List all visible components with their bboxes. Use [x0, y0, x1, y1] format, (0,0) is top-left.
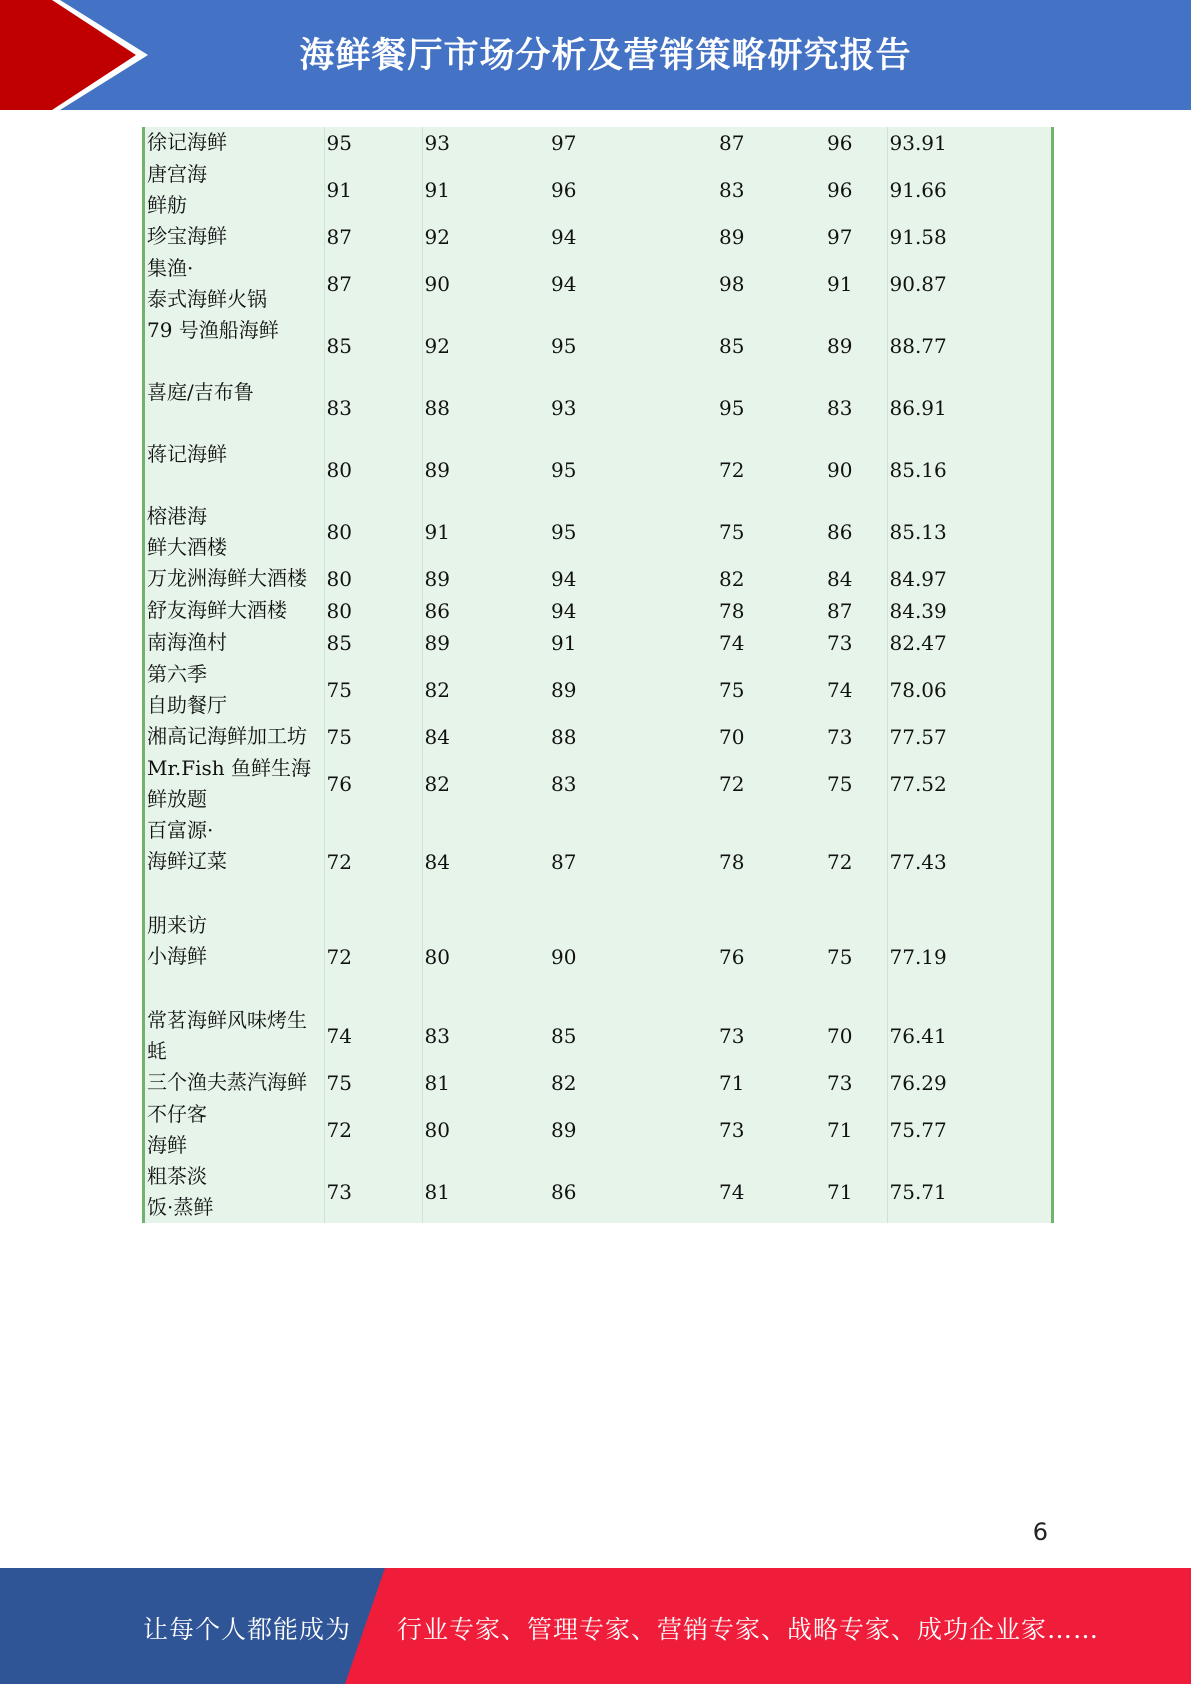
score-cell-3: 86: [551, 1179, 577, 1204]
score-cell-1: 76: [324, 753, 422, 815]
restaurant-name-line: 蒋记海鲜: [147, 442, 227, 466]
score-cell-2: 92: [422, 315, 547, 377]
score-cell-2: 82: [422, 659, 547, 721]
table-row: [145, 659, 1051, 721]
restaurant-name-line: 粗茶淡: [147, 1164, 207, 1188]
page-header: [0, 0, 1191, 110]
score-cell-3: 96: [551, 177, 577, 202]
page-footer: [0, 1568, 1191, 1684]
score-cell-5: 84: [827, 566, 853, 591]
restaurant-name-cell: [145, 1161, 324, 1223]
score-cell-1: 75: [324, 721, 422, 753]
score-cell-2: 86: [422, 595, 547, 627]
table-row: [145, 377, 1051, 439]
restaurant-score-table: [145, 127, 1051, 1223]
restaurant-name-line: 唐宫海: [147, 162, 207, 186]
restaurant-name-line: 南海渔村: [147, 630, 227, 654]
restaurant-name-cell: [145, 127, 324, 159]
score-cell-2: 82: [422, 753, 547, 815]
restaurant-name-cell: [145, 721, 324, 753]
restaurant-name-cell: [145, 253, 324, 315]
score-cell-4: 78: [719, 598, 745, 623]
score-cell-3: 97: [551, 130, 577, 155]
total-score-cell: 75.77: [887, 1099, 1051, 1161]
score-cell-4: 75: [719, 677, 745, 702]
score-cell-2: 93: [422, 127, 547, 159]
total-score-cell: 82.47: [887, 627, 1051, 659]
score-cell-1: 72: [324, 910, 422, 1005]
table-row: [145, 627, 1051, 659]
restaurant-name-line: 79 号渔船海鲜: [147, 318, 279, 342]
score-cell-1: 83: [324, 377, 422, 439]
restaurant-name-line: 饭·蒸鲜: [147, 1195, 214, 1219]
score-cell-4: 82: [719, 566, 745, 591]
restaurant-name-cell: [145, 501, 324, 563]
score-cell-2: 80: [422, 1099, 547, 1161]
score-cell-1: 72: [324, 1099, 422, 1161]
score-cell-5: 75: [827, 945, 853, 969]
table-row: [145, 159, 1051, 221]
total-score-cell: 75.71: [887, 1161, 1051, 1223]
table-row: [145, 815, 1051, 910]
score-cell-3: 87: [551, 850, 577, 874]
restaurant-name-line: Mr.Fish 鱼鲜生海: [147, 756, 311, 780]
restaurant-name-line: 湘高记海鲜加工坊: [147, 724, 307, 748]
table-row: [145, 1067, 1051, 1099]
restaurant-name-line: 泰式海鲜火锅: [147, 287, 267, 311]
restaurant-name-cell: [145, 377, 324, 439]
score-cell-4: 87: [719, 130, 745, 155]
score-cell-1: 74: [324, 1005, 422, 1067]
table-row: [145, 563, 1051, 595]
score-cell-5: 86: [827, 519, 853, 544]
score-cell-1: 80: [324, 563, 422, 595]
table-row: [145, 721, 1051, 753]
score-cell-1: 80: [324, 501, 422, 563]
score-cell-2: 91: [422, 159, 547, 221]
table-row: [145, 315, 1051, 377]
score-cell-5: 91: [827, 271, 853, 296]
score-cell-5: 97: [827, 224, 853, 249]
score-cell-2: 89: [422, 627, 547, 659]
total-score-cell: 93.91: [887, 127, 1051, 159]
score-cell-5: 96: [827, 177, 853, 202]
restaurant-name-cell: [145, 1067, 324, 1099]
score-cell-1: 87: [324, 253, 422, 315]
table-row: [145, 1005, 1051, 1067]
restaurant-name-line: 海鲜: [147, 1133, 187, 1157]
score-cell-4: 72: [719, 457, 745, 482]
table-row: [145, 501, 1051, 563]
score-cell-1: 72: [324, 815, 422, 910]
score-cell-4: 74: [719, 630, 745, 655]
table-row: [145, 910, 1051, 1005]
restaurant-name-cell: [145, 563, 324, 595]
table-row: [145, 221, 1051, 253]
score-cell-2: 88: [422, 377, 547, 439]
score-cell-3: 91: [551, 630, 577, 655]
restaurant-name-line: 鲜舫: [147, 193, 187, 217]
restaurant-name-cell: [145, 159, 324, 221]
score-cell-3: 95: [551, 457, 577, 482]
total-score-cell: 85.16: [887, 439, 1051, 501]
table-row: [145, 439, 1051, 501]
total-score-cell: 84.39: [887, 595, 1051, 627]
score-cell-4: 95: [719, 395, 745, 420]
total-score-cell: 78.06: [887, 659, 1051, 721]
score-cell-3: 95: [551, 519, 577, 544]
score-cell-1: 80: [324, 595, 422, 627]
score-cell-3: 89: [551, 677, 577, 702]
score-cell-3: 89: [551, 1117, 577, 1142]
restaurant-name-line: 百富源·: [147, 818, 214, 842]
total-score-cell: 77.19: [887, 910, 1051, 1005]
score-cell-4: 78: [719, 850, 745, 874]
restaurant-name-line: 小海鲜: [147, 944, 207, 968]
score-cell-5: 71: [827, 1117, 853, 1142]
restaurant-name-line: 集渔·: [147, 256, 194, 280]
restaurant-name-line: 鲜放题: [147, 787, 207, 811]
score-cell-2: 90: [422, 253, 547, 315]
score-cell-1: 91: [324, 159, 422, 221]
score-cell-5: 73: [827, 724, 853, 749]
score-cell-4: 73: [719, 1117, 745, 1142]
restaurant-name-cell: [145, 315, 324, 377]
score-cell-3: 85: [551, 1023, 577, 1048]
score-cell-5: 89: [827, 333, 853, 358]
score-cell-5: 96: [827, 130, 853, 155]
total-score-cell: 90.87: [887, 253, 1051, 315]
score-cell-1: 80: [324, 439, 422, 501]
restaurant-name-cell: [145, 221, 324, 253]
restaurant-name-line: 不仔客: [147, 1102, 207, 1126]
restaurant-name-cell: [145, 815, 324, 910]
score-cell-4: 83: [719, 177, 745, 202]
total-score-cell: 91.58: [887, 221, 1051, 253]
total-score-cell: 77.43: [887, 815, 1051, 910]
table-row: [145, 1161, 1051, 1223]
score-cell-1: 75: [324, 1067, 422, 1099]
footer-slogan-left: 让每个人都能成为: [143, 1615, 352, 1644]
score-cell-3: 88: [551, 724, 577, 749]
score-cell-4: 89: [719, 224, 745, 249]
score-cell-1: 85: [324, 315, 422, 377]
score-cell-2: 92: [422, 221, 547, 253]
score-cell-4: 71: [719, 1070, 745, 1095]
restaurant-name-cell: [145, 910, 324, 1005]
score-cell-4: 76: [719, 945, 745, 969]
score-cell-2: 84: [422, 815, 547, 910]
score-cell-2: 83: [422, 1005, 547, 1067]
score-cell-5: 83: [827, 395, 853, 420]
score-cell-4: 74: [719, 1179, 745, 1204]
score-cell-5: 72: [827, 850, 853, 874]
score-cell-5: 73: [827, 1070, 853, 1095]
restaurant-name-cell: [145, 1005, 324, 1067]
score-cell-3: 94: [551, 566, 577, 591]
score-cell-4: 85: [719, 333, 745, 358]
total-score-cell: 76.29: [887, 1067, 1051, 1099]
total-score-cell: 77.57: [887, 721, 1051, 753]
score-cell-4: 70: [719, 724, 745, 749]
score-cell-3: 90: [551, 945, 577, 969]
score-cell-4: 98: [719, 271, 745, 296]
score-cell-4: 72: [719, 771, 745, 796]
footer-slogan-right: 行业专家、管理专家、营销专家、战略专家、成功企业家……: [397, 1615, 1100, 1644]
score-cell-4: 73: [719, 1023, 745, 1048]
table-row: [145, 595, 1051, 627]
score-table-container: [142, 127, 1054, 1223]
total-score-cell: 85.13: [887, 501, 1051, 563]
restaurant-name-line: 自助餐厅: [147, 693, 227, 717]
page-number: 6: [1032, 1518, 1048, 1546]
score-cell-2: 84: [422, 721, 547, 753]
restaurant-name-line: 万龙洲海鲜大酒楼: [147, 566, 307, 590]
score-cell-2: 89: [422, 439, 547, 501]
score-cell-1: 75: [324, 659, 422, 721]
score-cell-4: 75: [719, 519, 745, 544]
table-row: [145, 753, 1051, 815]
score-cell-5: 75: [827, 771, 853, 796]
restaurant-name-cell: [145, 1099, 324, 1161]
restaurant-name-line: 徐记海鲜: [147, 130, 227, 154]
score-cell-5: 71: [827, 1179, 853, 1204]
score-cell-5: 70: [827, 1023, 853, 1048]
score-cell-5: 87: [827, 598, 853, 623]
total-score-cell: 77.52: [887, 753, 1051, 815]
total-score-cell: 84.97: [887, 563, 1051, 595]
restaurant-name-line: 舒友海鲜大酒楼: [147, 598, 287, 622]
total-score-cell: 76.41: [887, 1005, 1051, 1067]
total-score-cell: 86.91: [887, 377, 1051, 439]
score-cell-1: 95: [324, 127, 422, 159]
table-row: [145, 127, 1051, 159]
score-cell-2: 91: [422, 501, 547, 563]
restaurant-name-cell: [145, 753, 324, 815]
restaurant-name-line: 海鲜辽菜: [147, 849, 227, 873]
restaurant-name-line: 朋来访: [147, 913, 207, 937]
score-cell-3: 95: [551, 333, 577, 358]
restaurant-name-cell: [145, 627, 324, 659]
score-cell-2: 89: [422, 563, 547, 595]
score-cell-2: 80: [422, 910, 547, 1005]
restaurant-name-cell: [145, 595, 324, 627]
score-cell-1: 73: [324, 1161, 422, 1223]
restaurant-name-line: 珍宝海鲜: [147, 224, 227, 248]
score-cell-2: 81: [422, 1067, 547, 1099]
score-cell-2: 81: [422, 1161, 547, 1223]
restaurant-name-line: 三个渔夫蒸汽海鲜: [147, 1070, 307, 1094]
score-cell-5: 74: [827, 677, 853, 702]
score-cell-3: 94: [551, 224, 577, 249]
score-cell-3: 83: [551, 771, 577, 796]
total-score-cell: 91.66: [887, 159, 1051, 221]
score-cell-5: 73: [827, 630, 853, 655]
total-score-cell: 88.77: [887, 315, 1051, 377]
restaurant-name-line: 鲜大酒楼: [147, 535, 227, 559]
score-cell-3: 93: [551, 395, 577, 420]
score-cell-1: 87: [324, 221, 422, 253]
score-cell-3: 82: [551, 1070, 577, 1095]
restaurant-name-line: 蚝: [147, 1039, 167, 1063]
table-row: [145, 1099, 1051, 1161]
restaurant-name-line: 常茗海鲜风味烤生: [147, 1008, 307, 1032]
score-cell-3: 94: [551, 598, 577, 623]
score-cell-1: 85: [324, 627, 422, 659]
score-cell-5: 90: [827, 457, 853, 482]
restaurant-name-line: 榕港海: [147, 504, 207, 528]
table-row: [145, 253, 1051, 315]
restaurant-name-cell: [145, 659, 324, 721]
restaurant-name-cell: [145, 439, 324, 501]
restaurant-name-line: 第六季: [147, 662, 207, 686]
restaurant-name-line: 喜庭/吉布鲁: [147, 380, 254, 404]
score-cell-3: 94: [551, 271, 577, 296]
report-title: 海鲜餐厅市场分析及营销策略研究报告: [299, 36, 912, 76]
